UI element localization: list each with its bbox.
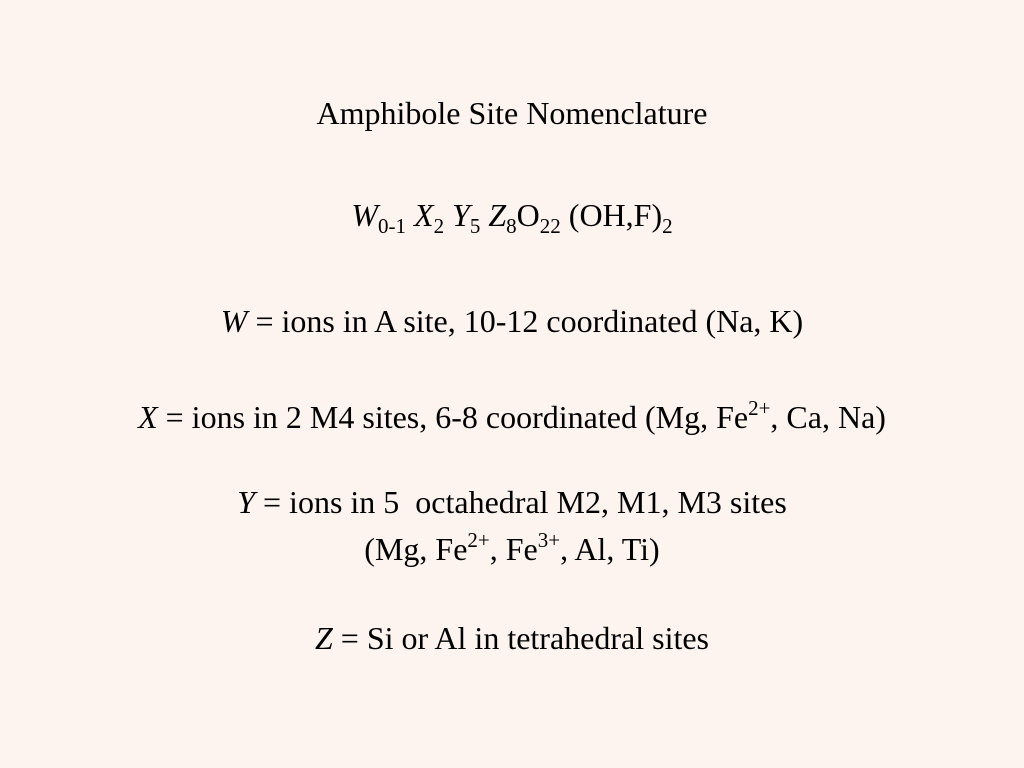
z-equals: = <box>332 620 367 656</box>
x-description-b: , Ca, Na) <box>770 399 886 435</box>
y-fe3-superscript: 3+ <box>537 528 561 552</box>
formula-oh-group: (OH,F) <box>568 197 663 233</box>
formula-o-symbol: O <box>516 197 540 233</box>
general-formula <box>0 196 1024 238</box>
x-site-definition <box>0 398 1024 436</box>
y-equals: = <box>255 484 290 520</box>
w-symbol: W <box>220 303 248 339</box>
formula-oh-subscript: 2 <box>662 214 673 238</box>
x-description-a: ions in 2 M4 sites, 6-8 coordinated (Mg, Fe <box>191 399 749 435</box>
y-site-definition <box>0 483 1024 521</box>
formula-z-symbol: Z <box>488 197 507 233</box>
formula-z-subscript: 8 <box>506 214 517 238</box>
w-site-definition <box>0 302 1024 340</box>
x-equals: = <box>157 399 192 435</box>
y-site-ions <box>0 530 1024 568</box>
x-charge-superscript: 2+ <box>748 396 771 420</box>
formula-w-subscript: 0-1 <box>378 214 407 238</box>
formula-w-symbol: W <box>351 197 379 233</box>
formula-y-subscript: 5 <box>469 214 481 238</box>
w-equals: = <box>247 303 282 339</box>
z-description: Si or Al in tetrahedral sites <box>366 620 709 656</box>
x-symbol: X <box>138 399 158 435</box>
y-ions-a: (Mg, Fe <box>364 531 468 567</box>
y-ions-c: , Al, Ti) <box>560 531 660 567</box>
y-fe2-superscript: 2+ <box>467 528 490 552</box>
formula-y-symbol: Y <box>452 197 470 233</box>
y-symbol: Y <box>237 484 255 520</box>
formula-x-symbol: X <box>414 197 434 233</box>
formula-o-subscript: 22 <box>539 214 561 238</box>
w-description: ions in A site, 10-12 coordinated (Na, K) <box>281 303 804 339</box>
z-site-definition <box>0 619 1024 657</box>
slide-title: Amphibole Site Nomenclature <box>316 95 708 131</box>
z-symbol: Z <box>315 620 333 656</box>
y-ions-b: , Fe <box>489 531 538 567</box>
formula-x-subscript: 2 <box>433 214 445 238</box>
y-description: ions in 5 octahedral M2, M1, M3 sites <box>289 484 787 520</box>
